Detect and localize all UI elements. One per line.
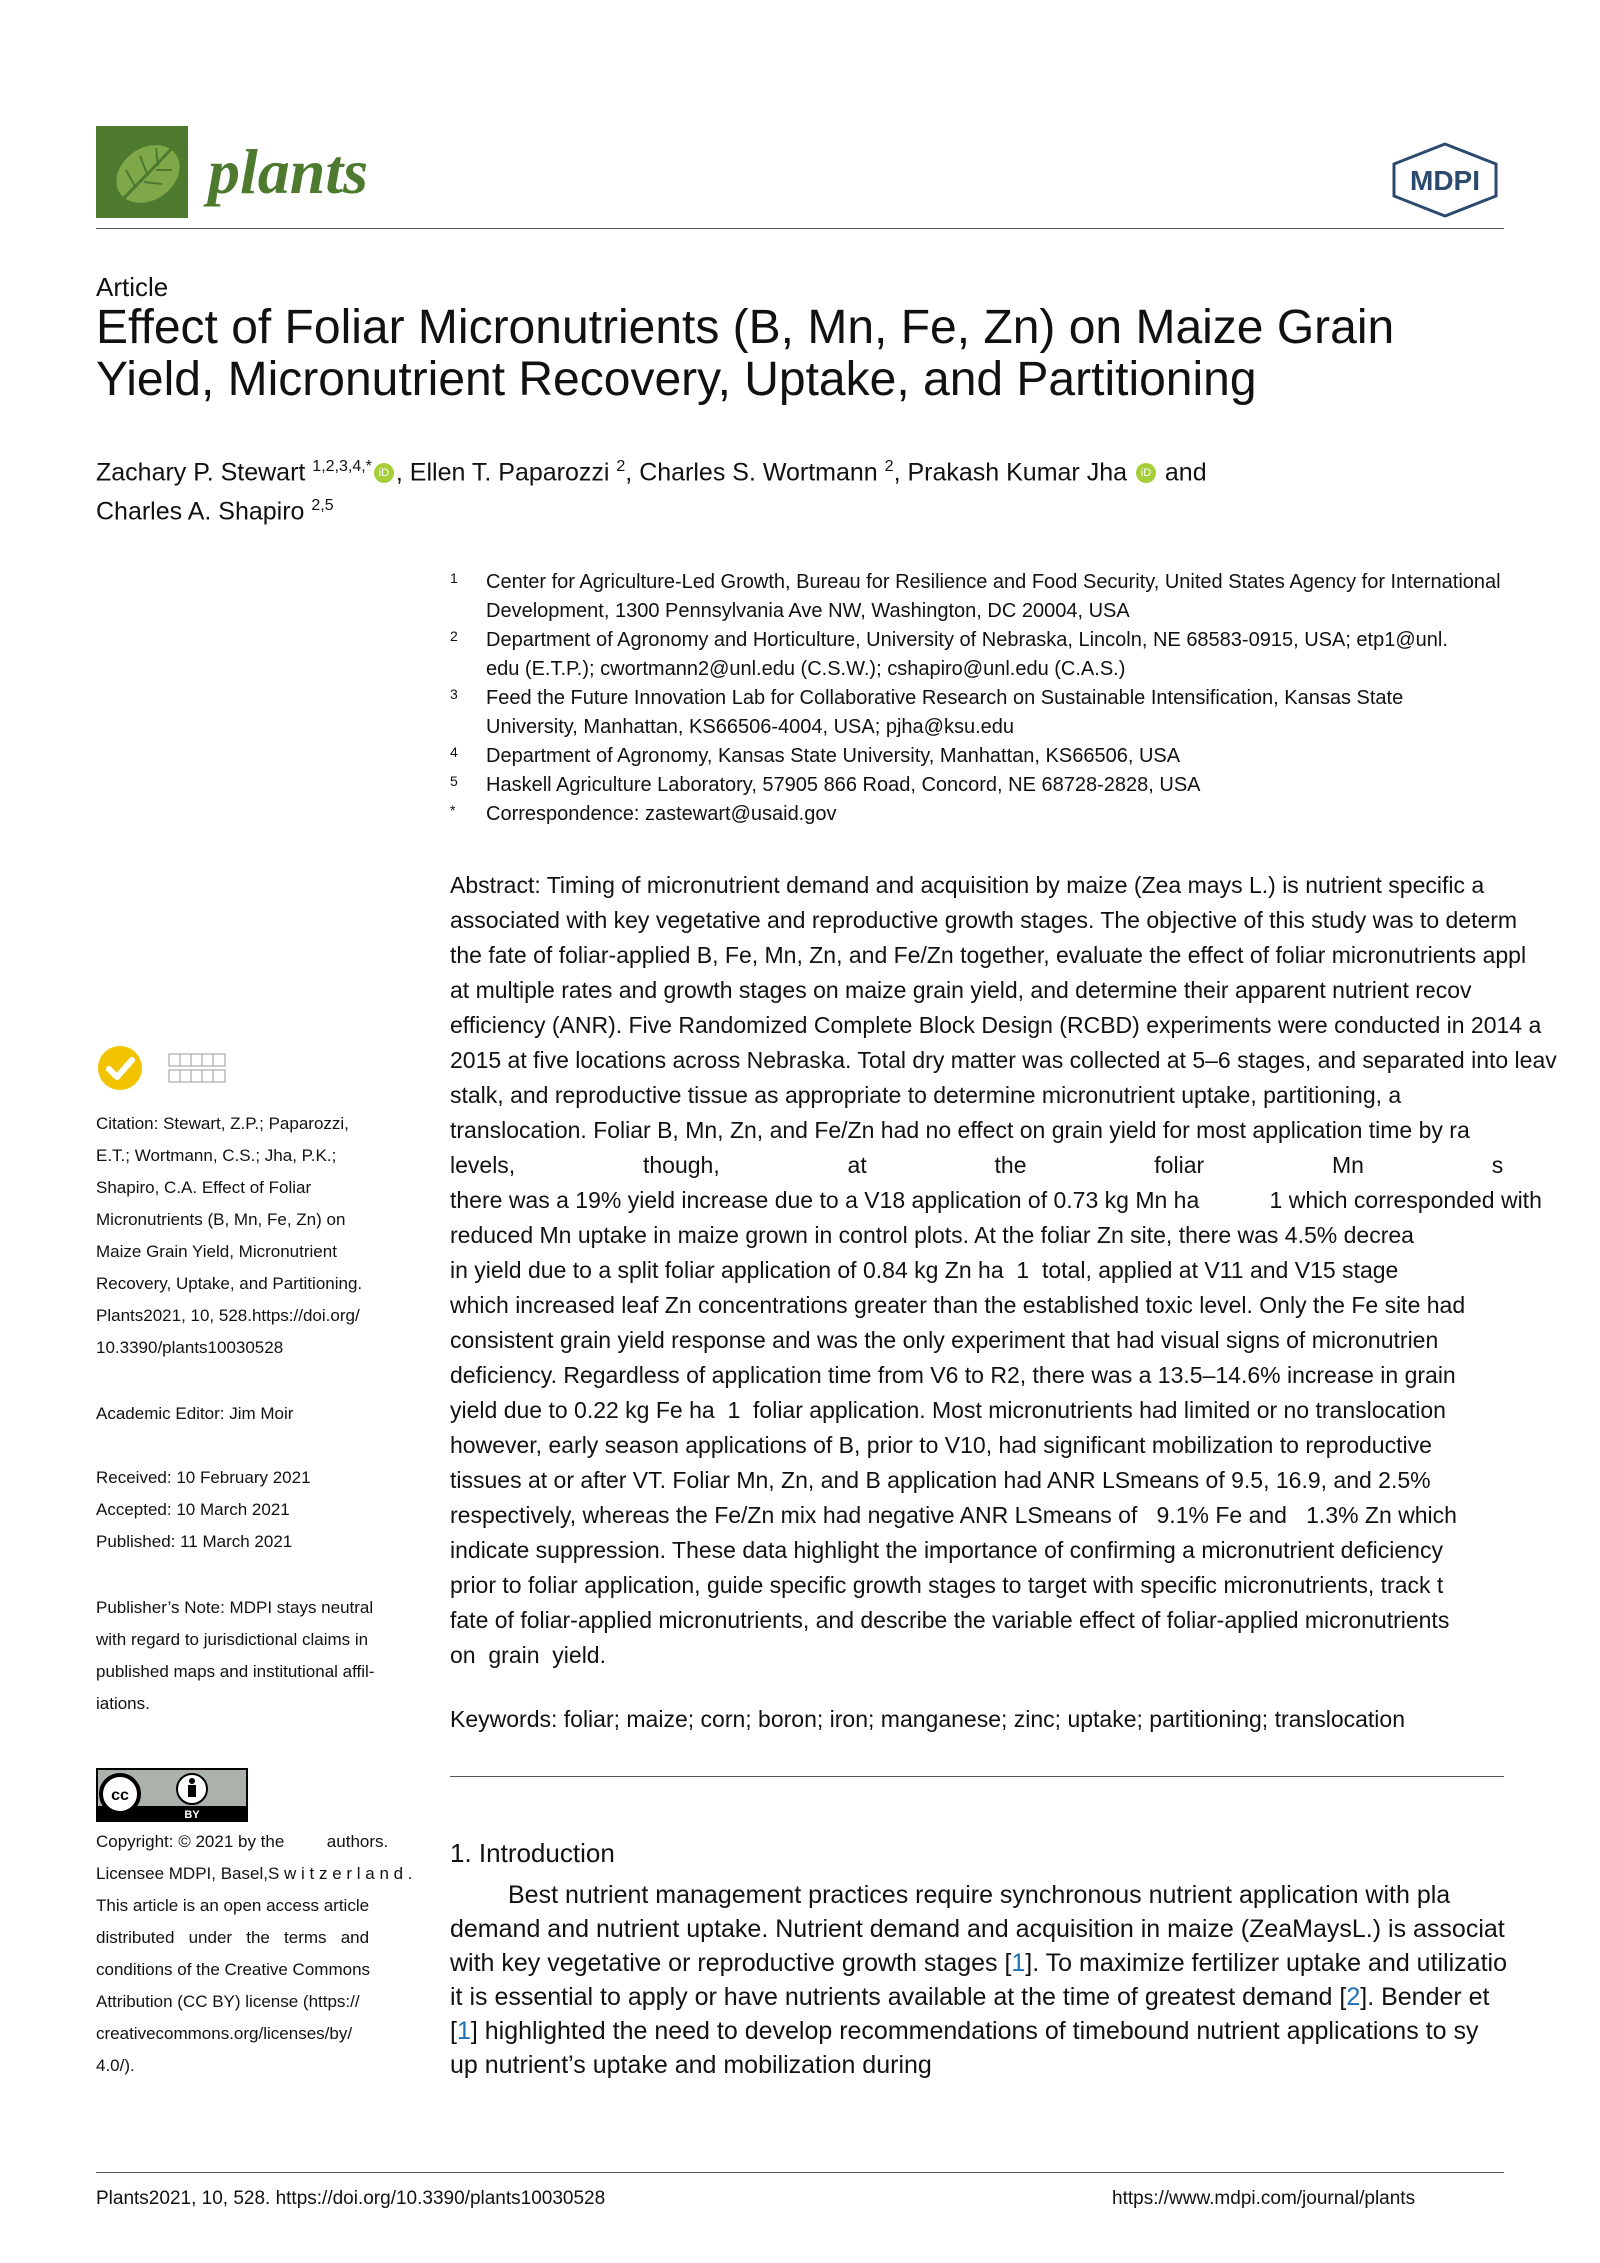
author-name[interactable]: , Prakash Kumar Jha — [893, 458, 1134, 487]
section-heading: 1. Introduction — [450, 1838, 615, 1868]
copyright-line: This article is an open access article — [96, 1896, 370, 1915]
orcid-icon[interactable]: iD — [1136, 463, 1156, 483]
affiliation-item — [450, 800, 1600, 829]
author-name[interactable]: Zachary P. Stewart — [96, 458, 313, 487]
publication-dates — [96, 1462, 426, 1558]
reference-link[interactable]: 2 — [1346, 1983, 1361, 2011]
citation-line: Citation: Stewart, Z.P.; Paparozzi, — [96, 1114, 349, 1133]
affiliation-number: 1 — [450, 570, 458, 586]
body-line — [450, 2014, 1600, 2048]
mdpi-logo-text: MDPI — [1410, 165, 1480, 196]
check-for-updates-icon[interactable] — [96, 1044, 144, 1092]
author-affil-sup: 1,2,3,4,* — [312, 458, 372, 475]
affiliation-item — [450, 771, 1600, 800]
article-type: Article — [96, 272, 169, 302]
copyright-block — [96, 1826, 426, 2082]
footer-journal-url[interactable]: https://www.mdpi.com/journal/plants — [1112, 2188, 1416, 2209]
abstract-line: tissues at or after VT. Foliar Mn, Zn, and B application had ANR LSmeans of 9.5, 16.9, and 2.5% — [450, 1467, 1431, 1493]
abstract-line: there was a 19% yield increase due to a V18 application of 0.73 kg Mn ha 1 which corresponded with — [450, 1187, 1542, 1213]
citation-line: E.T.; Wortmann, C.S.; Jha, P.K.; — [96, 1146, 337, 1165]
accepted-date: Accepted: 10 March 2021 — [96, 1500, 290, 1519]
affiliation-text: Feed the Future Innovation Lab for Collaborative Research on Sustainable Intensification, Kansas State — [486, 687, 1404, 709]
affiliation-text: Development, 1300 Pennsylvania Ave NW, Washington, DC 20004, USA — [486, 600, 1130, 622]
copyright-line: Licensee MDPI, Basel,S w i t z e r l a n d . — [96, 1864, 413, 1883]
citation-line: Recovery, Uptake, and Partitioning. — [96, 1274, 363, 1293]
affiliation-number: 4 — [450, 744, 458, 760]
published-date: Published: 11 March 2021 — [96, 1532, 293, 1551]
author-conjunction: and — [1157, 458, 1207, 487]
license-link[interactable]: creativecommons.org/licenses/by/ — [96, 2024, 353, 2043]
affiliation-text: Department of Agronomy, Kansas State University, Manhattan, KS66506, USA — [486, 745, 1181, 767]
affiliation-text: Haskell Agriculture Laboratory, 57905 866 Road, Concord, NE 68728-2828, USA — [486, 774, 1201, 796]
citation-line: 10.3390/plants10030528 — [96, 1338, 284, 1357]
copyright-line: Copyright: © 2021 by the authors. — [96, 1832, 389, 1851]
author-list — [96, 450, 1516, 529]
abstract-line: in yield due to a split foliar application of 0.84 kg Zn ha 1 total, applied at V11 and V15 stage — [450, 1257, 1399, 1283]
footer-divider — [96, 2172, 1504, 2173]
body-line — [450, 1946, 1600, 1980]
affiliation-item — [450, 568, 1600, 626]
publisher-note-line: with regard to jurisdictional claims in — [96, 1630, 369, 1649]
copyright-line: Attribution (CC BY) license (https:// — [96, 1992, 360, 2011]
copyright-line: distributed under the terms and — [96, 1928, 370, 1947]
orcid-icon[interactable]: iD — [374, 463, 394, 483]
publisher-note-line: published maps and institutional affil- — [96, 1662, 375, 1681]
affiliation-text: edu (E.T.P.); cwortmann2@unl.edu (C.S.W.); cshapiro@unl.edu (C.A.S.) — [486, 658, 1126, 680]
affiliation-number: * — [450, 802, 456, 818]
by-label: BY — [184, 1809, 200, 1821]
affiliation-item — [450, 742, 1600, 771]
body-text-span: ] highlighted the need to develop recommendations of timebound nutrient applications to sy — [470, 2017, 1479, 2045]
abstract-line: prior to foliar application, guide specific growth stages to target with specific micronutrients, track t — [450, 1572, 1444, 1598]
introduction-text — [450, 1878, 1600, 2082]
publisher-note-line: iations. — [96, 1694, 150, 1713]
abstract-line: the fate of foliar-applied B, Fe, Mn, Zn, and Fe/Zn together, evaluate the effect of foliar micronutrients appl — [450, 942, 1527, 968]
body-text-span: it is essential to apply or have nutrients available at the time of greatest demand [ — [450, 1983, 1347, 2011]
journal-logo — [96, 126, 188, 218]
reference-link[interactable]: 1 — [456, 2017, 471, 2045]
affiliation-number: 5 — [450, 773, 458, 789]
abstract-line: on grain yield. — [450, 1642, 606, 1668]
body-text-span: [ — [450, 2017, 457, 2045]
received-date: Received: 10 February 2021 — [96, 1468, 311, 1487]
affiliation-item — [450, 626, 1600, 684]
abstract-line: Abstract: Timing of micronutrient demand and acquisition by maize (Zea mays L.) is nutrient specific a — [450, 872, 1485, 898]
check-for-updates-label-icon[interactable] — [168, 1052, 228, 1086]
mdpi-logo — [1386, 140, 1504, 218]
citation-line: Plants2021, 10, 528.https://doi.org/ — [96, 1306, 360, 1325]
publisher-note — [96, 1592, 426, 1720]
academic-editor: Academic Editor: Jim Moir — [96, 1404, 294, 1423]
abstract-line: translocation. Foliar B, Mn, Zn, and Fe/Zn had no effect on grain yield for most application time by ra — [450, 1117, 1470, 1143]
abstract-line: reduced Mn uptake in maize grown in control plots. At the foliar Zn site, there was 4.5% decrea — [450, 1222, 1414, 1248]
affiliation-text: University, Manhattan, KS66506-4004, USA; pjha@ksu.edu — [486, 716, 1015, 738]
affiliation-item — [450, 684, 1600, 742]
copyright-line: conditions of the Creative Commons — [96, 1960, 371, 1979]
affiliation-number: 3 — [450, 686, 458, 702]
title-line: Yield, Micronutrient Recovery, Uptake, and Partitioning — [96, 353, 1257, 406]
abstract-line: however, early season applications of B, prior to V10, had significant mobilization to reproductive — [450, 1432, 1432, 1458]
cc-by-license-badge[interactable] — [96, 1768, 248, 1822]
title-line: Effect of Foliar Micronutrients (B, Mn, Fe, Zn) on Maize Grain — [96, 301, 1395, 354]
affiliation-text: Center for Agriculture-Led Growth, Bureau for Resilience and Food Security, United States Agency for International — [486, 571, 1501, 593]
abstract-line: fate of foliar-applied micronutrients, and describe the variable effect of foliar-applied micronutrients — [450, 1607, 1450, 1633]
abstract-line: efficiency (ANR). Five Randomized Complete Block Design (RCBD) experiments were conducted in 2014 a — [450, 1012, 1542, 1038]
affiliation-number: 2 — [450, 628, 458, 644]
body-text-span: ]. To maximize fertilizer uptake and utilizatio — [1025, 1949, 1507, 1977]
abstract-line: deficiency. Regardless of application time from V6 to R2, there was a 13.5–14.6% increase in grain — [450, 1362, 1456, 1388]
abstract-line: levels, though, at the foliar Mn s — [450, 1152, 1504, 1178]
author-name[interactable]: , Ellen T. Paparozzi — [395, 458, 617, 487]
cc-logo-text: cc — [111, 1787, 129, 1804]
abstract-line: consistent grain yield response and was the only experiment that had visual signs of micronutrien — [450, 1327, 1439, 1353]
affiliation-text: Department of Agronomy and Horticulture, University of Nebraska, Lincoln, NE 68583-0915, USA; etp1@unl. — [486, 629, 1448, 651]
body-line: up nutrient’s uptake and mobilization during — [450, 2051, 932, 2079]
affiliations — [450, 568, 1600, 829]
abstract-line: associated with key vegetative and reproductive growth stages. The objective of this study was to determ — [450, 907, 1518, 933]
citation-line: Micronutrients (B, Mn, Fe, Zn) on — [96, 1210, 346, 1229]
journal-name: plants — [208, 136, 369, 207]
author-name[interactable]: Charles A. Shapiro — [96, 497, 312, 526]
body-text-span: ]. Bender et — [1360, 1983, 1490, 2011]
correspondence-email: Correspondence: zastewart@usaid.gov — [486, 803, 837, 825]
abstract-divider — [450, 1776, 1504, 1777]
leaf-icon — [96, 126, 188, 218]
citation-line: Shapiro, C.A. Effect of Foliar — [96, 1178, 312, 1197]
body-line — [450, 1980, 1600, 2014]
author-affil-sup: 2 — [884, 458, 894, 475]
body-line: demand and nutrient uptake. Nutrient demand and acquisition in maize (ZeaMaysL.) is associat — [450, 1915, 1505, 1943]
author-name[interactable]: , Charles S. Wortmann — [625, 458, 885, 487]
footer-citation[interactable]: Plants2021, 10, 528. https://doi.org/10.3390/plants10030528 — [96, 2188, 606, 2209]
header-divider — [96, 228, 1504, 229]
publisher-note-line: Publisher’s Note: MDPI stays neutral — [96, 1598, 374, 1617]
citation-line: Maize Grain Yield, Micronutrient — [96, 1242, 337, 1261]
citation-block — [96, 1108, 426, 1364]
author-affil-sup: 2 — [616, 458, 626, 475]
abstract-line: indicate suppression. These data highlight the importance of confirming a micronutrient deficiency — [450, 1537, 1443, 1563]
abstract-line: which increased leaf Zn concentrations greater than the established toxic level. Only the Fe site had — [450, 1292, 1466, 1318]
keywords: Keywords: foliar; maize; corn; boron; iron; manganese; zinc; uptake; partitioning; translocation — [450, 1706, 1405, 1732]
abstract-line: at multiple rates and growth stages on maize grain yield, and determine their apparent nutrient recov — [450, 977, 1472, 1003]
abstract — [450, 868, 1600, 1673]
reference-link[interactable]: 1 — [1011, 1949, 1026, 1977]
abstract-line: yield due to 0.22 kg Fe ha 1 foliar application. Most micronutrients had limited or no translocation — [450, 1397, 1446, 1423]
body-line: Best nutrient management practices require synchronous nutrient application with pla — [508, 1881, 1451, 1909]
article-title — [96, 302, 1516, 406]
abstract-line: 2015 at five locations across Nebraska. Total dry matter was collected at 5–6 stages, and separated into leav — [450, 1047, 1557, 1073]
abstract-line: stalk, and reproductive tissue as appropriate to determine micronutrient uptake, partitioning, a — [450, 1082, 1402, 1108]
author-affil-sup: 2,5 — [311, 497, 334, 515]
license-link[interactable]: 4.0/). — [96, 2056, 135, 2075]
body-text-span: with key vegetative or reproductive growth stages [ — [450, 1949, 1012, 1977]
abstract-line: respectively, whereas the Fe/Zn mix had negative ANR LSmeans of 9.1% Fe and 1.3% Zn which — [450, 1502, 1457, 1528]
